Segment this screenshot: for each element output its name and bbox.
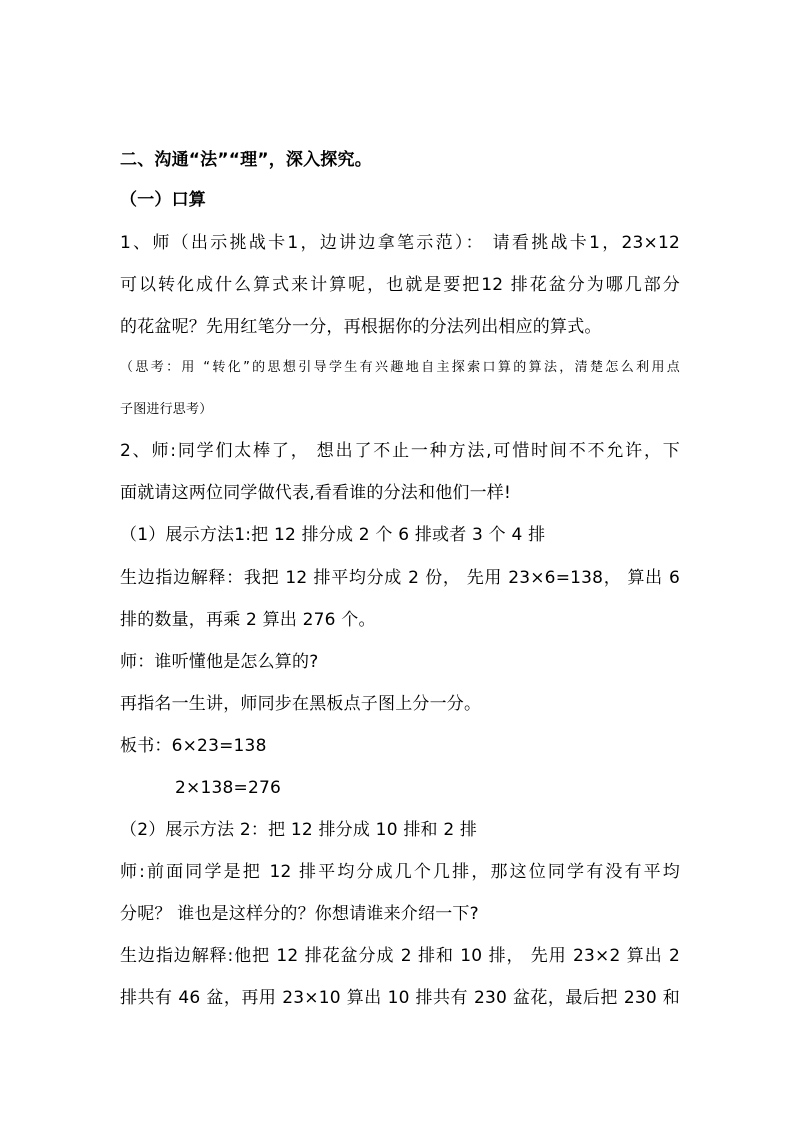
note-line-1: （思考：用 “转化”的思想引导学生有兴趣地自主探索口算的算法，清楚怎么利用点 — [120, 360, 680, 375]
paragraph-2-line-1: 2、师:同学们太棒了， 想出了不止一种方法,可惜时间不不允许，下 — [120, 441, 680, 461]
method-2-explanation-line-1: 生边指边解释:他把 12 排花盆分成 2 排和 10 排， 先用 23×2 算出 2 — [120, 946, 680, 966]
teacher-action: 再指名一生讲，师同步在黑板点子图上分一分。 — [120, 694, 482, 714]
method-1-explanation-line-1: 生边指边解释：我把 12 排平均分成 2 份， 先用 23×6=138， 算出 6 — [120, 568, 680, 588]
paragraph-1-line-2: 可以转化成什么算式来计算呢，也就是要把12 排花盆分为哪几部分 — [120, 275, 680, 295]
section-heading: 二、沟通“法”“理”，深入探究。 — [120, 150, 372, 170]
note-line-2: 子图进行思考） — [120, 402, 213, 417]
paragraph-2-line-2: 面就请这两位同学做代表,看看谁的分法和他们一样! — [120, 483, 512, 503]
board-writing-line-1: 板书：6×23=138 — [120, 736, 267, 756]
method-2-teacher-line-1: 师:前面同学是把 12 排平均分成几个几排，那这位同学有没有平均 — [120, 862, 680, 882]
method-2-title: （2）展示方法 2：把 12 排分成 10 排和 2 排 — [120, 820, 478, 840]
board-writing-line-2: 2×138=276 — [175, 778, 281, 798]
subsection-heading: （一）口算 — [120, 190, 206, 210]
paragraph-1-line-3: 的花盆呢？先用红笔分一分，再根据你的分法列出相应的算式。 — [120, 317, 602, 337]
method-2-explanation-line-2: 排共有 46 盆，再用 23×10 算出 10 排共有 230 盆花，最后把 230 和 — [120, 988, 680, 1008]
method-2-teacher-line-2: 分呢？ 谁也是这样分的？你想请谁来介绍一下? — [120, 904, 479, 924]
method-1-title: （1）展示方法1:把 12 排分成 2 个 6 排或者 3 个 4 排 — [120, 525, 546, 545]
method-1-explanation-line-2: 排的数量，再乘 2 算出 276 个。 — [120, 610, 376, 630]
paragraph-1-line-1: 1、师（出示挑战卡1，边讲边拿笔示范）： 请看挑战卡1，23×12 — [120, 233, 680, 253]
teacher-question: 师：谁听懂他是怎么算的? — [120, 652, 319, 672]
